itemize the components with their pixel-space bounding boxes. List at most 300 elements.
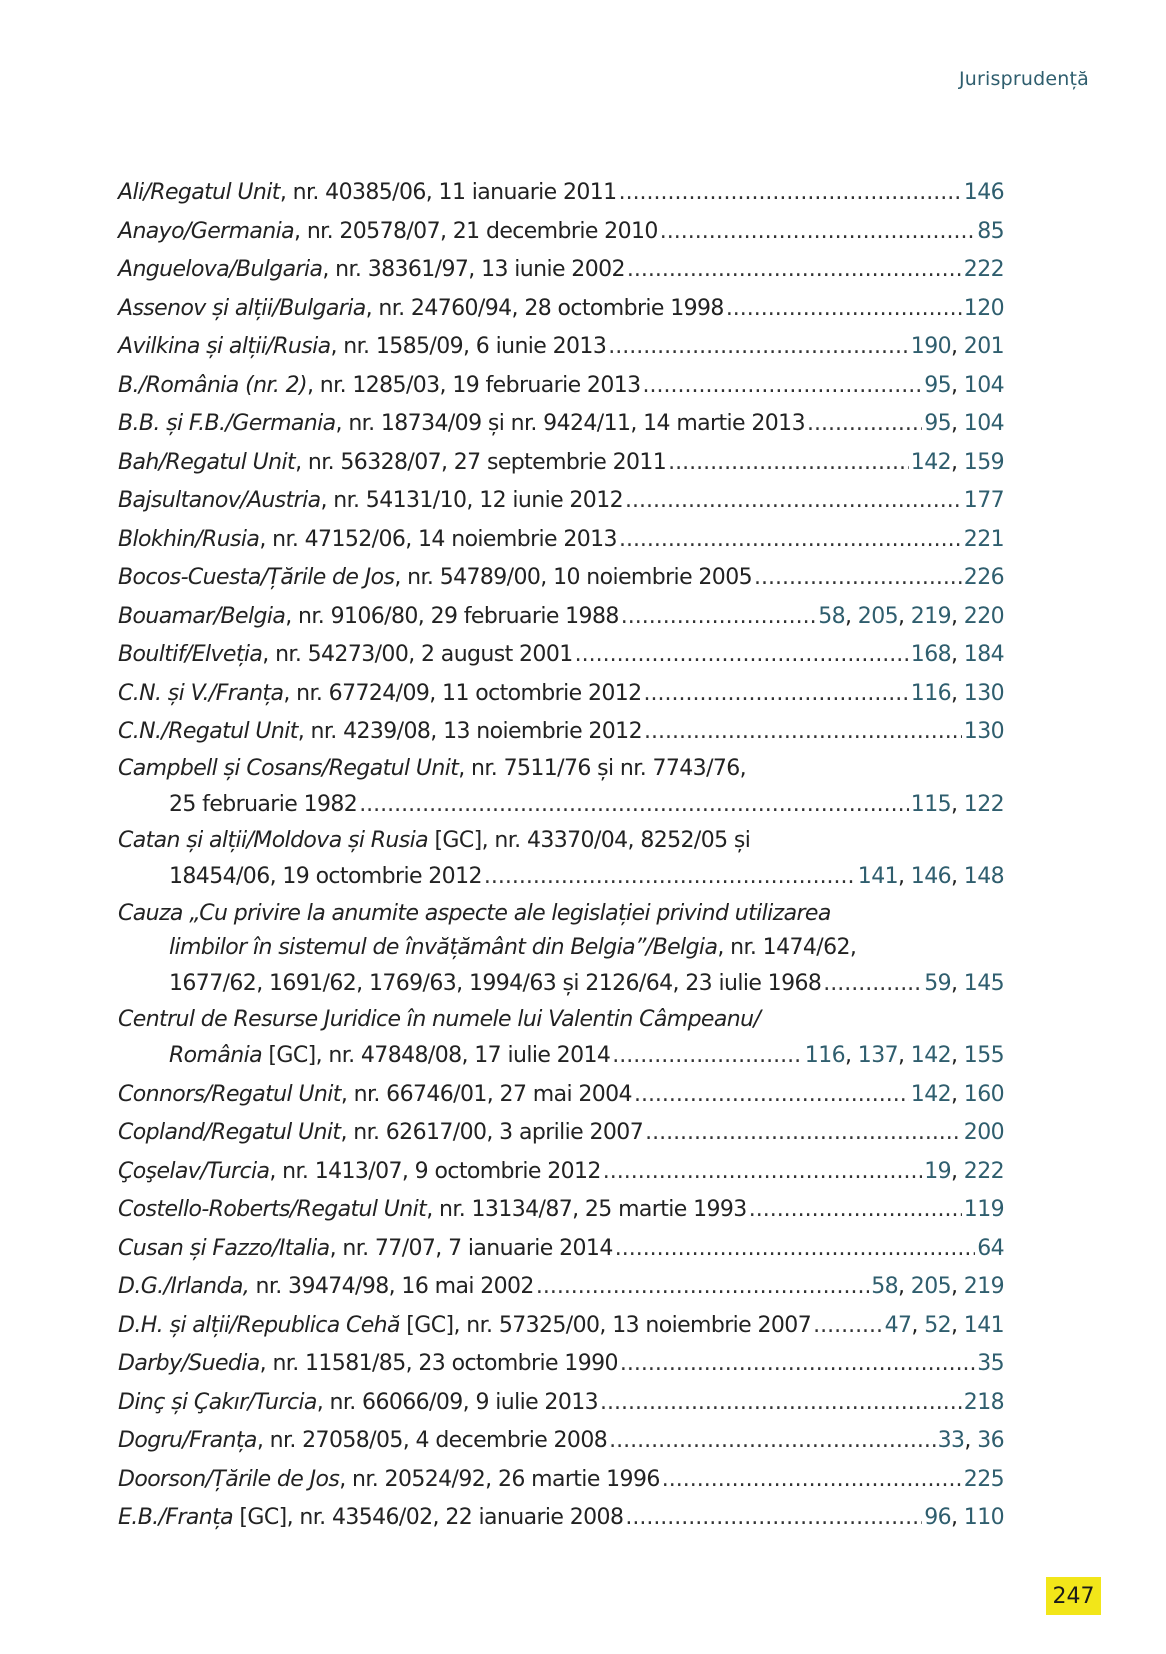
page-references — [977, 1230, 1004, 1269]
dot-leader — [620, 1345, 975, 1384]
page-link[interactable]: 122 — [963, 791, 1004, 817]
entry-line — [118, 1384, 1004, 1423]
page-link[interactable]: 142 — [910, 1081, 951, 1107]
index-entry — [118, 1345, 1004, 1384]
case-details: , nr. 4239/08, 13 noiembrie 2012 — [297, 719, 642, 744]
case-details: , nr. 66746/01, 27 mai 2004 — [340, 1081, 632, 1107]
entry-line — [118, 405, 1004, 444]
entry-line — [118, 1076, 1004, 1115]
page-references — [964, 559, 1004, 598]
case-name: Darby/Suedia — [118, 1351, 260, 1376]
page-references — [924, 1499, 1004, 1538]
dot-leader — [609, 1422, 935, 1461]
page-separator: , — [951, 334, 964, 359]
page-separator: , — [951, 970, 964, 996]
entry-text — [169, 858, 482, 897]
entry-line — [118, 931, 1004, 965]
case-details: , nr. 66066/09, 9 iulie 2013 — [316, 1389, 599, 1415]
page-references — [964, 1384, 1004, 1423]
page-separator: , — [951, 411, 964, 436]
dot-leader — [644, 675, 909, 714]
case-details: , nr. 20578/07, 21 decembrie 2010 — [294, 218, 658, 244]
entry-line — [118, 824, 1004, 858]
page-references — [964, 174, 1004, 213]
entry-text — [118, 713, 642, 752]
entry-line — [118, 1307, 1004, 1346]
index-entry — [118, 1268, 1004, 1307]
page-link[interactable]: 226 — [963, 565, 1004, 590]
entry-text — [118, 1114, 643, 1153]
page-references — [924, 405, 1004, 444]
page-link[interactable]: 19 — [924, 1158, 951, 1184]
case-details: , nr. 54789/00, 10 noiembrie 2005 — [394, 565, 752, 590]
entry-text — [118, 559, 752, 598]
entry-text — [118, 752, 746, 786]
index-entry — [118, 521, 1004, 560]
index-entry — [118, 824, 1004, 897]
entry-text — [118, 598, 619, 637]
case-details: , nr. 54273/00, 2 august 2001 — [262, 642, 573, 667]
entry-text — [118, 290, 724, 329]
page-link[interactable]: 85 — [977, 218, 1004, 244]
entry-line — [118, 367, 1004, 406]
index-entry — [118, 1076, 1004, 1115]
entry-text — [118, 521, 617, 560]
case-details: , nr. 24760/94, 28 octombrie 1998 — [365, 295, 724, 321]
page-separator: , — [898, 864, 911, 889]
entry-line — [118, 1461, 1004, 1500]
page-references — [964, 1461, 1004, 1500]
entry-line — [118, 174, 1004, 213]
dot-leader — [619, 174, 962, 213]
dot-leader — [644, 713, 962, 752]
page-separator: , — [951, 372, 964, 398]
case-name: Ali/Regatul Unit — [118, 180, 280, 205]
page-separator: , — [898, 1043, 911, 1068]
dot-leader — [823, 965, 922, 1004]
page-separator: , — [964, 1428, 978, 1453]
index-entry — [118, 713, 1004, 752]
page-link[interactable]: 120 — [963, 295, 1004, 321]
entry-text — [118, 251, 625, 290]
case-details: , nr. 38361/97, 13 iunie 2002 — [322, 257, 625, 282]
page-link[interactable]: 116 — [804, 1043, 845, 1068]
page-separator: , — [951, 1158, 964, 1184]
page-separator: , — [951, 1312, 964, 1338]
dot-leader — [575, 636, 909, 675]
case-name: Dogru/Franța — [118, 1428, 257, 1453]
case-name: Bah/Regatul Unit — [118, 449, 296, 475]
index-entry — [118, 213, 1004, 252]
page-link[interactable]: 141 — [857, 864, 898, 889]
case-details: , nr. 9106/80, 29 februarie 1988 — [285, 603, 619, 629]
page-link[interactable]: 222 — [963, 1158, 1004, 1184]
page-references — [911, 328, 1004, 367]
index-entry — [118, 367, 1004, 406]
entry-text — [169, 1037, 610, 1076]
entry-text — [169, 931, 856, 965]
case-name: România — [169, 1043, 262, 1068]
dot-leader — [619, 521, 962, 560]
entry-line — [118, 1037, 1004, 1076]
entry-line — [118, 1230, 1004, 1269]
index-entry — [118, 1230, 1004, 1269]
index-entry — [118, 1003, 1004, 1076]
entry-text — [118, 444, 666, 483]
case-name: Anayo/Germania — [118, 218, 295, 244]
entry-line — [118, 482, 1004, 521]
page-link[interactable]: 33 — [937, 1428, 965, 1453]
page-link[interactable]: 221 — [963, 526, 1004, 552]
entry-text — [118, 482, 623, 521]
page-link[interactable]: 148 — [963, 864, 1004, 889]
case-name: E.B./Franța — [118, 1505, 234, 1530]
page-link[interactable]: 110 — [963, 1505, 1004, 1530]
dot-leader — [668, 444, 909, 483]
entry-text — [169, 786, 357, 825]
running-header: Jurisprudență — [958, 68, 1089, 90]
entry-line — [118, 1422, 1004, 1461]
page-references — [924, 1153, 1004, 1192]
case-name: Centrul de Resurse Juridice în numele lui Valentin Câmpeanu/ — [118, 1007, 761, 1032]
dot-leader — [536, 1268, 869, 1307]
case-details: 25 februarie 1982 — [169, 791, 358, 817]
entry-line — [118, 559, 1004, 598]
page-link[interactable]: 95 — [924, 372, 951, 398]
index-entry — [118, 897, 1004, 1004]
index-entry — [118, 328, 1004, 367]
page-separator: , — [951, 864, 964, 889]
case-name: Anguelova/Bulgaria — [118, 257, 323, 282]
entry-text — [118, 1422, 607, 1461]
page-link[interactable]: 219 — [963, 1274, 1004, 1299]
page-link[interactable]: 168 — [910, 642, 951, 667]
page-link[interactable]: 225 — [963, 1466, 1004, 1492]
page-link[interactable]: 58 — [871, 1274, 898, 1299]
page-link[interactable]: 159 — [963, 449, 1004, 475]
page-link[interactable]: 116 — [910, 680, 951, 706]
dot-leader — [634, 1076, 909, 1115]
page-references — [964, 713, 1004, 752]
index-entry — [118, 1422, 1004, 1461]
dot-leader — [625, 482, 962, 521]
entry-line — [118, 1345, 1004, 1384]
page-link[interactable]: 137 — [857, 1043, 898, 1068]
page-link[interactable]: 130 — [963, 680, 1004, 706]
page-link[interactable]: 200 — [963, 1120, 1004, 1145]
index-entry — [118, 1114, 1004, 1153]
case-name: Dinç și Çakır/Turcia — [118, 1389, 317, 1415]
page-separator: , — [951, 1081, 964, 1107]
entry-line — [118, 752, 1004, 786]
case-details: , nr. 27058/05, 4 decembrie 2008 — [256, 1428, 608, 1453]
case-details: , nr. 1585/09, 6 iunie 2013 — [330, 334, 607, 359]
entry-text — [118, 1345, 618, 1384]
case-name: Çoşelav/Turcia — [118, 1158, 270, 1184]
index-entry — [118, 1384, 1004, 1423]
index-entry — [118, 1307, 1004, 1346]
index-entry — [118, 405, 1004, 444]
page-separator: , — [951, 1043, 964, 1068]
case-details: , nr. 54131/10, 12 iunie 2012 — [320, 488, 624, 513]
entry-text — [118, 1499, 623, 1538]
index-entry — [118, 752, 1004, 825]
dot-leader — [645, 1114, 962, 1153]
index-entry — [118, 1461, 1004, 1500]
entry-text — [118, 1461, 660, 1500]
case-name: limbilor în sistemul de învățământ din Belgia”/Belgia — [169, 934, 718, 960]
page-link[interactable]: 115 — [910, 791, 951, 817]
case-details: , nr. 20524/92, 26 martie 1996 — [339, 1466, 660, 1492]
page-link[interactable]: 220 — [963, 603, 1004, 629]
page-separator: , — [951, 791, 964, 817]
page-link[interactable]: 218 — [963, 1389, 1004, 1415]
page-references — [977, 1345, 1004, 1384]
page-link[interactable]: 205 — [910, 1274, 951, 1299]
dot-leader — [621, 598, 816, 637]
page-link[interactable]: 219 — [910, 603, 951, 629]
case-details: , nr. 18734/09 și nr. 9424/11, 14 martie 2013 — [335, 411, 805, 436]
case-details: , nr. 1413/07, 9 octombrie 2012 — [269, 1158, 601, 1184]
case-details: [GC], nr. 47848/08, 17 iulie 2014 — [262, 1043, 611, 1068]
index-entry — [118, 444, 1004, 483]
page-link[interactable]: 119 — [963, 1197, 1004, 1222]
case-name: Campbell și Cosans/Regatul Unit — [118, 755, 459, 781]
case-details: , nr. 77/07, 7 ianuarie 2014 — [329, 1235, 613, 1261]
entry-text — [118, 824, 750, 858]
entry-line — [118, 1003, 1004, 1037]
page-references — [911, 1076, 1004, 1115]
entry-text — [118, 213, 658, 252]
index-entry — [118, 174, 1004, 213]
page-separator: , — [898, 603, 911, 629]
page-references — [964, 1191, 1004, 1230]
case-name: Copland/Regatul Unit — [118, 1120, 341, 1145]
case-details: , nr. 62617/00, 3 aprilie 2007 — [340, 1120, 644, 1145]
page-references — [938, 1422, 1004, 1461]
page-link[interactable]: 146 — [963, 180, 1004, 205]
entry-line — [118, 858, 1004, 897]
page-references — [818, 598, 1004, 637]
dot-leader — [813, 1307, 883, 1346]
index-entry — [118, 251, 1004, 290]
page-link[interactable]: 104 — [963, 372, 1004, 398]
page-references — [964, 251, 1004, 290]
page-link[interactable]: 201 — [963, 334, 1004, 359]
case-name: Blokhin/Rusia — [118, 526, 260, 552]
entry-line — [118, 675, 1004, 714]
dot-leader — [608, 328, 909, 367]
dot-leader — [615, 1230, 975, 1269]
page-separator: , — [951, 1505, 964, 1530]
page-link[interactable]: 35 — [977, 1351, 1004, 1376]
entry-line — [118, 786, 1004, 825]
entry-text — [118, 1307, 811, 1346]
case-details: , nr. 7511/76 și nr. 7743/76, — [458, 755, 747, 781]
case-name: Assenov și alții/Bulgaria — [118, 295, 366, 321]
case-name: B.B. și F.B./Germania — [118, 411, 336, 436]
case-details: , nr. 1285/03, 19 februarie 2013 — [307, 372, 641, 398]
page-link[interactable]: 64 — [977, 1235, 1004, 1261]
page-link[interactable]: 205 — [857, 603, 898, 629]
page-separator: , — [845, 1043, 858, 1068]
entry-text — [118, 328, 606, 367]
case-name: Cusan și Fazzo/Italia — [118, 1235, 330, 1261]
dot-leader — [749, 1191, 962, 1230]
entry-text — [118, 174, 617, 213]
entry-text — [118, 1268, 534, 1307]
page-link[interactable]: 141 — [963, 1312, 1004, 1338]
case-details: , nr. 13134/87, 25 martie 1993 — [426, 1197, 747, 1222]
case-details: [GC], nr. 43370/04, 8252/05 și — [428, 828, 751, 853]
page-link[interactable]: 58 — [818, 603, 845, 629]
page-link[interactable]: 59 — [924, 970, 951, 996]
dot-leader — [807, 405, 922, 444]
index-entry — [118, 1153, 1004, 1192]
entry-text — [118, 897, 831, 931]
page-references — [964, 521, 1004, 560]
case-details: [GC], nr. 43546/02, 22 ianuarie 2008 — [233, 1505, 624, 1530]
entry-line — [118, 1114, 1004, 1153]
index-entry — [118, 1499, 1004, 1538]
dot-leader — [754, 559, 962, 598]
index-entry — [118, 1191, 1004, 1230]
case-name: Catan și alții/Moldova și Rusia — [118, 828, 429, 853]
page-link[interactable]: 190 — [910, 334, 951, 359]
entry-text — [169, 965, 821, 1004]
case-details: nr. 39474/98, 16 mai 2002 — [249, 1274, 534, 1299]
page-separator: , — [845, 603, 858, 629]
page-references — [964, 482, 1004, 521]
entry-text — [118, 367, 641, 406]
dot-leader — [726, 290, 962, 329]
case-name: D.G./Irlanda, — [118, 1274, 250, 1299]
dot-leader — [484, 858, 856, 897]
page-link[interactable]: 222 — [963, 257, 1004, 282]
entry-line — [118, 251, 1004, 290]
case-index — [118, 174, 1004, 1538]
page-references — [977, 213, 1004, 252]
case-name: Connors/Regatul Unit — [118, 1081, 341, 1107]
dot-leader — [612, 1037, 803, 1076]
entry-line — [118, 965, 1004, 1004]
page-separator: , — [951, 603, 964, 629]
entry-text — [118, 1230, 613, 1269]
case-name: D.H. și alții/Republica Cehă — [118, 1312, 400, 1338]
case-name: Bocos-Cuesta/Țările de Jos — [118, 565, 395, 590]
page-link[interactable]: 146 — [910, 864, 951, 889]
page-link[interactable]: 145 — [963, 970, 1004, 996]
page-references — [871, 1268, 1004, 1307]
dot-leader — [600, 1384, 962, 1423]
case-details: , nr. 1474/62, — [717, 934, 857, 960]
entry-line — [118, 1499, 1004, 1538]
page-references — [964, 1114, 1004, 1153]
page-references — [911, 786, 1004, 825]
page-link[interactable]: 184 — [963, 642, 1004, 667]
page-references — [805, 1037, 1004, 1076]
case-details: 18454/06, 19 octombrie 2012 — [169, 864, 482, 889]
page-separator: , — [951, 449, 964, 475]
page-references — [911, 675, 1004, 714]
page-references — [885, 1307, 1004, 1346]
entry-line — [118, 290, 1004, 329]
entry-text — [118, 1191, 747, 1230]
entry-line — [118, 897, 1004, 931]
index-entry — [118, 675, 1004, 714]
page-link[interactable]: 95 — [924, 411, 951, 436]
entry-text — [118, 1153, 601, 1192]
page-references — [858, 858, 1004, 897]
case-name: Bouamar/Belgia — [118, 603, 286, 629]
case-name: C.N./Regatul Unit — [118, 719, 298, 744]
index-entry — [118, 559, 1004, 598]
page-link[interactable]: 47 — [884, 1312, 912, 1338]
page-separator: , — [951, 1274, 964, 1299]
entry-text — [118, 636, 573, 675]
page-separator: , — [951, 642, 964, 667]
case-name: Cauza „Cu privire la anumite aspecte ale legislației privind utilizarea — [118, 900, 831, 926]
dot-leader — [643, 367, 923, 406]
page-references — [924, 965, 1004, 1004]
case-name: Avilkina și alții/Rusia — [118, 334, 331, 359]
page-link[interactable]: 177 — [963, 488, 1004, 513]
page-separator: , — [898, 1274, 911, 1299]
page-references — [964, 290, 1004, 329]
index-entry — [118, 482, 1004, 521]
page-link[interactable]: 155 — [963, 1043, 1004, 1068]
page-link[interactable]: 104 — [963, 411, 1004, 436]
case-name: Doorson/Țările de Jos — [118, 1466, 340, 1492]
entry-text — [118, 1384, 598, 1423]
entry-text — [118, 675, 642, 714]
entry-text — [118, 1003, 760, 1037]
dot-leader — [625, 1499, 922, 1538]
case-name: Bajsultanov/Austria — [118, 488, 321, 513]
entry-line — [118, 444, 1004, 483]
case-details: , nr. 47152/06, 14 noiembrie 2013 — [259, 526, 617, 552]
case-details: , nr. 11581/85, 23 octombrie 1990 — [259, 1351, 618, 1376]
page-link[interactable]: 142 — [910, 449, 951, 475]
page-link[interactable]: 96 — [924, 1505, 951, 1530]
case-details: , nr. 56328/07, 27 septembrie 2011 — [295, 449, 667, 475]
page-number: 247 — [1046, 1577, 1101, 1615]
page-separator: , — [951, 680, 964, 706]
dot-leader — [627, 251, 962, 290]
page-link[interactable]: 142 — [910, 1043, 951, 1068]
page-references — [924, 367, 1004, 406]
page-link[interactable]: 130 — [963, 719, 1004, 744]
dot-leader — [603, 1153, 922, 1192]
page-link[interactable]: 36 — [977, 1428, 1004, 1453]
dot-leader — [359, 786, 909, 825]
entry-line — [118, 1153, 1004, 1192]
page-link[interactable]: 52 — [924, 1312, 951, 1338]
entry-line — [118, 1268, 1004, 1307]
index-entry — [118, 290, 1004, 329]
case-name: C.N. și V./Franța — [118, 680, 284, 706]
index-entry — [118, 636, 1004, 675]
entry-line — [118, 213, 1004, 252]
page-references — [911, 444, 1004, 483]
entry-text — [118, 1076, 632, 1115]
entry-line — [118, 713, 1004, 752]
index-entry — [118, 598, 1004, 637]
case-details: 1677/62, 1691/62, 1769/63, 1994/63 și 2126/64, 23 iulie 1968 — [169, 970, 822, 996]
case-name: Boultif/Elveția — [118, 642, 263, 667]
case-details: , nr. 40385/06, 11 ianuarie 2011 — [279, 180, 617, 205]
page-link[interactable]: 160 — [963, 1081, 1004, 1107]
